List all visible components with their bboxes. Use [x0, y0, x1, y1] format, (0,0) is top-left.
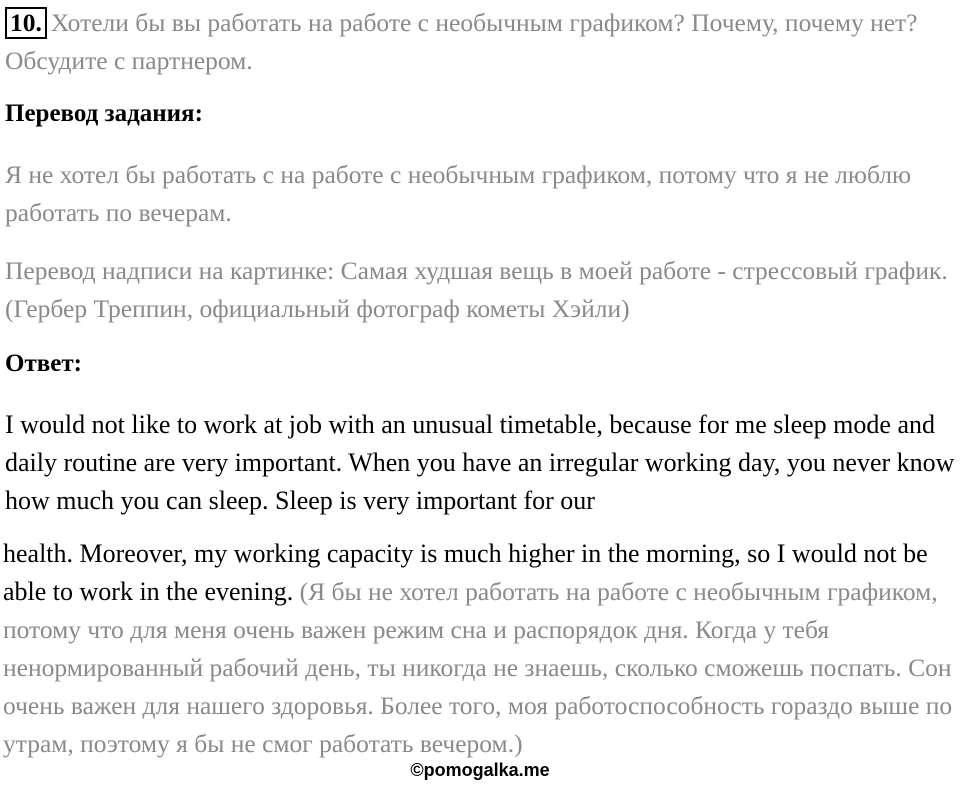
task-number: 10. — [5, 7, 47, 39]
answer-continued — [3, 535, 958, 763]
picture-caption: Перевод надписи на картинке: Самая худшая вещь в моей работе - стрессовый график. (Гербер Треппин, официальный фотограф кометы Хэйли) — [5, 256, 948, 323]
answer-russian-translation: (Я бы не хотел работать на работе с необычным графиком, потому что для меня очень важен режим сна и распорядок дня. Когда у тебя ненормированный рабочий день, ты никогда не знаешь, сколько сможешь поспать. Сон очень важен для нашего здоровья. Более того, моя работоспособность гораздо выше по утрам, поэтому я бы не смог работать вечером.) — [3, 577, 953, 758]
answer-heading: Ответ: — [5, 350, 82, 377]
task-paragraph — [5, 4, 955, 80]
answer-english-part2: health. Moreover, my working capacity is much higher in the morning, so I would not be able to work in the evening. — [3, 539, 928, 606]
task-text: Хотели бы вы работать на работе с необычным графиком? Почему, почему нет? Обсудите с партнером. — [5, 8, 918, 75]
translation-heading: Перевод задания: — [5, 100, 203, 127]
translation-text: Я не хотел бы работать с на работе с необычным графиком, потому что я не люблю работать по вечерам. — [5, 160, 912, 227]
watermark: ©pomogalka.me — [410, 760, 550, 780]
answer-english-part1: I would not like to work at job with an unusual timetable, because for me sleep mode and daily routine are very important. When you have an irregular working day, you never know how much you can sleep. Sleep is very important for our — [5, 410, 955, 515]
